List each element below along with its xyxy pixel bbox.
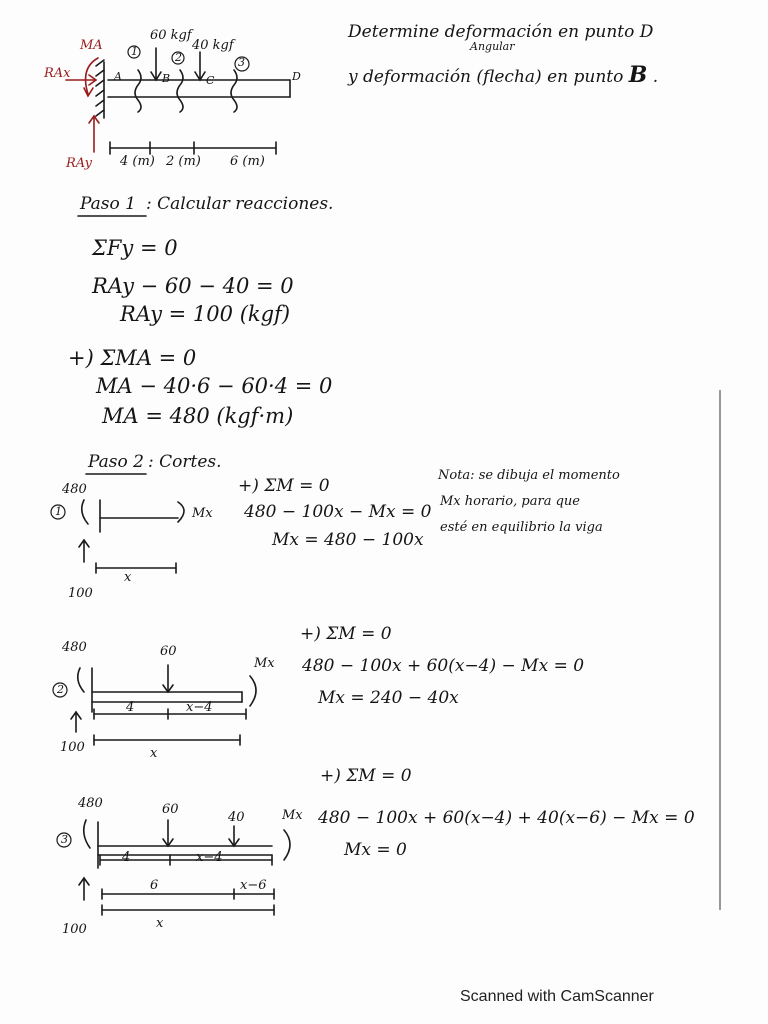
cut-1-eq-2: 480 − 100x − Mx = 0 bbox=[244, 502, 432, 522]
step-1-eq-5: MA − 40·6 − 60·4 = 0 bbox=[96, 374, 333, 398]
problem-line-1: Determine deformación en punto D bbox=[348, 22, 654, 42]
cut-3-eq-2: 480 − 100x + 60(x−4) + 40(x−6) − Mx = 0 bbox=[318, 808, 695, 828]
cut-3-dim-4: x−6 bbox=[240, 878, 267, 893]
point-b-label: B bbox=[628, 62, 648, 88]
dim-2-label: 2 (m) bbox=[166, 154, 201, 169]
cut-2-eq-3: Mx = 240 − 40x bbox=[318, 688, 459, 708]
cut-2-x: x bbox=[150, 746, 158, 761]
cut-1-diagram bbox=[79, 500, 184, 573]
cut-3-force: 100 bbox=[62, 922, 87, 937]
ma-label: MA bbox=[80, 38, 103, 53]
cut-2-mx: Mx bbox=[254, 656, 275, 671]
cut-3-dim-2: x−4 bbox=[196, 850, 223, 865]
cut-1-x: x bbox=[124, 570, 132, 585]
step-1-eq-1: ΣFy = 0 bbox=[92, 236, 178, 260]
cut-1-eq-1: +) ΣM = 0 bbox=[238, 476, 330, 496]
cut-1-eq-3: Mx = 480 − 100x bbox=[272, 530, 424, 550]
cut-3-load-2: 40 bbox=[228, 810, 245, 825]
cut-3-eq-3: Mx = 0 bbox=[344, 840, 407, 860]
section-2-number: 2 bbox=[175, 51, 182, 64]
section-3-number: 3 bbox=[238, 56, 245, 69]
cut-1-moment: 480 bbox=[62, 482, 87, 497]
cut-2-dim-1: 4 bbox=[126, 700, 135, 715]
cut-3-mx: Mx bbox=[282, 808, 303, 823]
step-2-subtitle: : Cortes. bbox=[148, 452, 222, 472]
point-b-beam-label: B bbox=[162, 72, 171, 85]
cut-1-force: 100 bbox=[68, 586, 93, 601]
cut-3-moment: 480 bbox=[78, 796, 103, 811]
load-60-label: 60 kgf bbox=[150, 28, 192, 43]
step-2-title: Paso 2 bbox=[88, 452, 144, 472]
step-1-subtitle: : Calcular reacciones. bbox=[146, 194, 334, 214]
step-1-title: Paso 1 bbox=[80, 194, 136, 214]
cut-1-mx: Mx bbox=[192, 506, 213, 521]
note-line-1: Nota: se dibuja el momento bbox=[438, 468, 620, 483]
dim-3-label: 6 (m) bbox=[230, 154, 265, 169]
cut-2-moment: 480 bbox=[62, 640, 87, 655]
cut-2-eq-1: +) ΣM = 0 bbox=[300, 624, 392, 644]
page-edge-line bbox=[719, 390, 721, 910]
cut-3-number: 3 bbox=[61, 833, 68, 846]
cut-3-load-1: 60 bbox=[162, 802, 179, 817]
camscanner-footer: Scanned with CamScanner bbox=[460, 988, 654, 1005]
step-1-eq-2: RAy − 60 − 40 = 0 bbox=[92, 274, 294, 298]
rax-label: RAx bbox=[44, 66, 71, 81]
load-40-label: 40 kgf bbox=[192, 38, 234, 53]
cut-2-number: 2 bbox=[57, 683, 64, 696]
step-1-eq-3: RAy = 100 (kgf) bbox=[120, 302, 291, 326]
problem-line-1-sub: Angular bbox=[470, 40, 515, 53]
cut-3-eq-1: +) ΣM = 0 bbox=[320, 766, 412, 786]
section-1-number: 1 bbox=[131, 45, 138, 58]
note-line-3: esté en equilibrio la viga bbox=[440, 520, 603, 535]
cut-3-dim-1: 4 bbox=[122, 850, 131, 865]
cut-2-load: 60 bbox=[160, 644, 177, 659]
step-1-eq-6: MA = 480 (kgf·m) bbox=[102, 404, 294, 428]
step-1-eq-4: +) ΣMA = 0 bbox=[68, 346, 197, 370]
point-d-label: D bbox=[292, 70, 301, 83]
cut-2-eq-2: 480 − 100x + 60(x−4) − Mx = 0 bbox=[302, 656, 585, 676]
dim-1-label: 4 (m) bbox=[120, 154, 155, 169]
cut-2-force: 100 bbox=[60, 740, 85, 755]
point-c-label: C bbox=[206, 74, 215, 87]
cut-3-diagram bbox=[79, 820, 290, 915]
cut-2-diagram bbox=[71, 665, 256, 745]
cut-3-x: x bbox=[156, 916, 164, 931]
ray-label: RAy bbox=[66, 156, 92, 171]
note-line-2: Mx horario, para que bbox=[440, 494, 580, 509]
point-a-label: A bbox=[114, 70, 122, 83]
cut-3-dim-3: 6 bbox=[150, 878, 159, 893]
cut-1-number: 1 bbox=[55, 505, 62, 518]
problem-line-2: y deformación (flecha) en punto B . bbox=[348, 62, 659, 88]
cut-2-dim-2: x−4 bbox=[186, 700, 213, 715]
